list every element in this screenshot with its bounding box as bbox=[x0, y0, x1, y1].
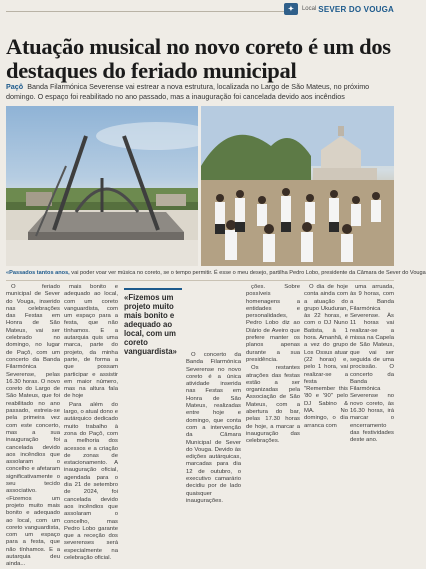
article-lead bbox=[6, 82, 394, 101]
pull-quote: «Fizemos um projeto muito mais bonito e adequado ao local, com um coreto vanguardista» bbox=[124, 288, 182, 356]
photo-caption bbox=[6, 270, 426, 276]
band-illustration bbox=[201, 106, 394, 266]
lead-place: Paçô bbox=[6, 82, 24, 91]
section-label: Local bbox=[301, 6, 317, 12]
paragraph: mais bonito e adequado ao local, com um coreto vanguardista, com um espaço para a festa, que não tínhamos. E a autarquia quis uma marca, parte do projeto, da minha parte, de forma a que possam participar e assistir em maior número, mas na altura fala de hoje bbox=[64, 284, 118, 400]
section-name: SEVER DO VOUGA bbox=[318, 4, 394, 14]
coreto-illustration bbox=[6, 106, 198, 266]
section-header bbox=[0, 0, 400, 18]
article-headline: Atuação musical no novo coreto é um dos destaques do feriado municipal bbox=[6, 34, 391, 84]
caption-text: vai poder voar ver música no coreto, se o tempo permitir. É esse o meu desejo, partilha Pedro Lobo, presidente da Câmara de Sever do Vouga bbox=[71, 270, 426, 276]
paragraph: Para além do largo, o atual dono e autárquico dedicado muito trabalho à zona do Paçô, com a melhoria dos acessos e a criação de zonas de estacionamento. A inauguração oficial, agendada para o dia 21 de setembro de 2024, foi cancelada devido aos incêndios que assolaram o concelho, mas Pedro Lobo garante que a receção dos severenses será especialmente na celebração oficial. bbox=[64, 401, 118, 561]
article-column-1 bbox=[6, 284, 60, 568]
paragraph: O dia de hoje conta ainda com a atuação do grupo Ukuduran, às 22 horas, e com o DJ Nuno Batista, à 1 hora. Amanhã, é a vez do grupo Los Ossus atuar (22 horas) e, pelo 1 hora, vai realizar-se a festa "Remember this '80 e '90" pelo DJ Sabino & MA. No domingo, o dia arranca com bbox=[304, 284, 348, 429]
divider bbox=[6, 280, 394, 281]
article-column-2 bbox=[64, 284, 118, 561]
paragraph: O feriado municipal de Sever do Vouga, inserido nas celebrações das Festas em Honra de São Mateus, vai ser celebrado no domingo, no lugar de Paçô, com um concerto da Banda Filarmónica Severense, pelas 16.30 horas. O novo coreto do Largo de São Mateus, que foi reabilitado no ano passado, estreia-se pela primeira vez com este concerto, mas a sua inauguração foi cancelada devido aos incêndios que assolaram o concelho e afetaram significativamente o seu tecido associativo. «Fizemos um projeto muito mais bonito e adequado ao local, com um coreto vanguardista, com um espaço para a festa, que não tínhamos. E a autarquia deu ainda... bbox=[6, 284, 60, 568]
paragraph: O concerto da Banda Filarmónica Severense no novo coreto é a única atividade inserida nas Festas em Honra de São Mateus, realizadas entre hoje e domingo, que conta com a intervenção da Câmara Municipal de Sever do Vouga. Devido às edições autárquicas, marcadas para dia 12 de outubro, o executivo camarário decidiu por de lado quaisquer inaugurações. bbox=[186, 352, 241, 504]
newspaper-logo-icon: ✦ bbox=[284, 3, 298, 15]
lead-text: Banda Filarmónica Severense vai estrear a nova estrutura, localizada no Largo de São Mateus, no próximo domingo. O espaço foi reabilitado no ano passado, mas a inauguração foi cancelada devido aos incêndios bbox=[6, 82, 370, 101]
article-column-6 bbox=[350, 284, 394, 444]
article-column-4 bbox=[246, 284, 300, 444]
paragraph: ções. Sobre possíveis homenagens a entidades e personalidades, Pedro Lobo diz ao Diário de Aveiro que prefere manter os planos apenas durante a sua presidência. bbox=[246, 284, 300, 363]
paragraph: uma arruada, às 9 horas, com a Banda Filarmónica Severense. Às 11 horas vai realizar-se a missa na Capela de São Mateus, que vai ser seguida de uma procissão. O concerto da Banda Filarmónica Severense no novo coreto, às 16.30 horas, irá marcar o encerramento das festividades deste ano. bbox=[350, 284, 394, 444]
paragraph: Os restantes atrações das festas estão a ser organizadas pela Associação de São Mateus, com a abertura do bar, pelas 17.30 horas de hoje, a marcar a inauguração das celebrações. bbox=[246, 365, 300, 445]
photo-band bbox=[201, 106, 394, 266]
section-rule bbox=[6, 11, 284, 12]
caption-highlight: «Passados tantos anos, bbox=[6, 270, 70, 276]
article-column-3 bbox=[186, 352, 241, 504]
photo-coreto bbox=[6, 106, 198, 266]
article-column-5 bbox=[304, 284, 348, 444]
